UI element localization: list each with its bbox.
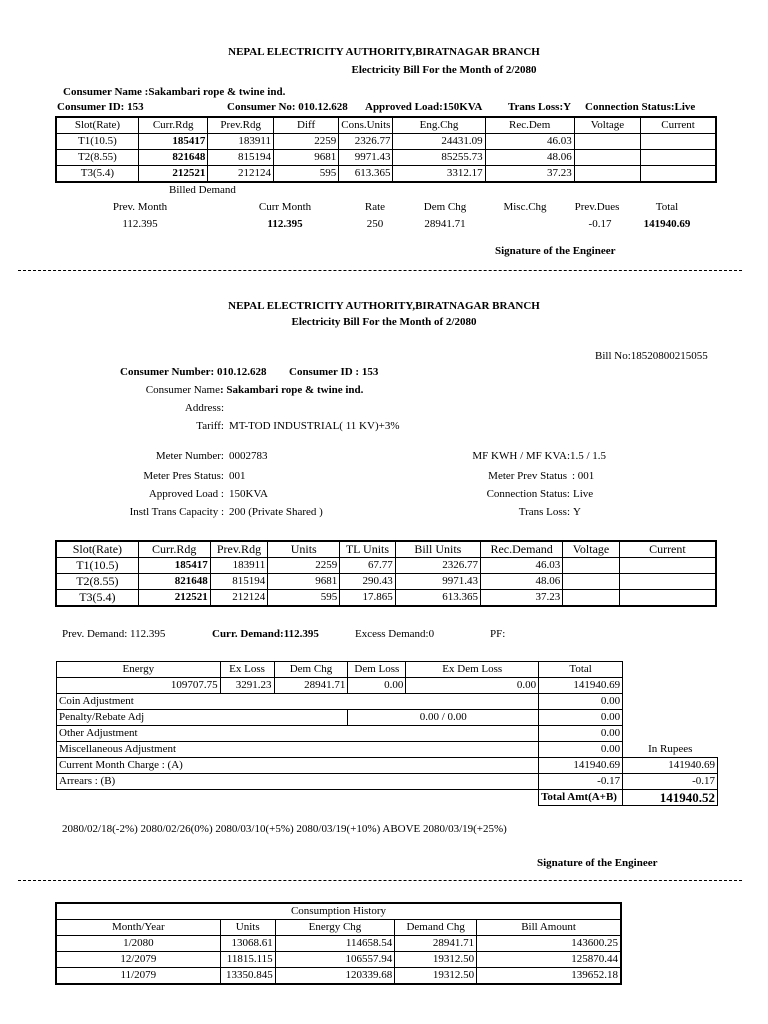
table-row: [56, 166, 716, 183]
header-cell: Prev.Rdg: [210, 541, 268, 558]
header-cell: Rec.Dem: [485, 117, 574, 134]
footer-header-dem-chg: Dem Chg: [423, 201, 467, 213]
voltage-cell: [563, 558, 620, 574]
header-cell: Bill Units: [395, 541, 480, 558]
empty-cell: [57, 790, 539, 806]
power-factor: PF:: [490, 628, 506, 640]
header-cell: Current: [641, 117, 716, 134]
summary-subtitle: Electricity Bill For the Month of 2/2080: [351, 64, 537, 76]
history-title-row: [56, 903, 621, 920]
penalty-value: 0.00: [539, 710, 623, 726]
tl-units-cell: 17.865: [340, 590, 396, 607]
penalty-detail: 0.00 / 0.00: [348, 710, 539, 726]
table-row: [57, 710, 718, 726]
header-cell: Voltage: [563, 541, 620, 558]
footer-header-rate: Rate: [364, 201, 386, 213]
current-cell: [641, 134, 716, 150]
consumer-id: Consumer ID : 153: [289, 366, 379, 378]
trans-loss-label: Trans Loss:: [518, 506, 570, 518]
curr-rdg-cell: 212521: [138, 590, 210, 607]
current-cell: [641, 150, 716, 166]
footer-value-prev-dues: -0.17: [588, 218, 612, 230]
curr-rdg-cell: 821648: [138, 150, 208, 166]
total-amount-label: Total Amt(A+B): [539, 790, 623, 806]
rec-demand-cell: 37.23: [481, 590, 563, 607]
header-cell: Current: [619, 541, 716, 558]
bill-subtitle: Electricity Bill For the Month of 2/2080: [291, 316, 477, 328]
tl-units-cell: 67.77: [340, 558, 396, 574]
dem-chg-value: 28941.71: [274, 678, 348, 694]
current-cell: [619, 558, 716, 574]
summary-signature: Signature of the Engineer: [495, 245, 616, 257]
tariff-value: MT-TOD INDUSTRIAL( 11 KV)+3%: [229, 420, 400, 432]
charges-table: [56, 661, 718, 806]
voltage-cell: [563, 590, 620, 607]
table-row: [57, 742, 718, 758]
current-cell: [619, 590, 716, 607]
header-cell: Bill Amount: [477, 920, 621, 936]
curr-rdg-cell: 185417: [138, 558, 210, 574]
curr-rdg-cell: 821648: [138, 574, 210, 590]
summary-consumer-name: Consumer Name :Sakambari rope & twine ind.: [63, 86, 286, 98]
cons-units-cell: 613.365: [339, 166, 393, 183]
units-cell: 11815.115: [220, 952, 275, 968]
charges-values-row: [57, 678, 718, 694]
header-cell: Units: [220, 920, 275, 936]
header-cell: Eng.Chg: [393, 117, 485, 134]
header-cell: Dem Chg: [274, 662, 348, 678]
cons-units-cell: 2326.77: [339, 134, 393, 150]
cons-units-cell: 9971.43: [339, 150, 393, 166]
header-cell: Total: [539, 662, 623, 678]
connection-status-value: Live: [573, 488, 594, 500]
tl-units-cell: 290.43: [340, 574, 396, 590]
arrears-value: -0.17: [539, 774, 623, 790]
bill-title: NEPAL ELECTRICITY AUTHORITY,BIRATNAGAR BRANCH: [228, 300, 540, 312]
address-label: Address:: [184, 402, 224, 414]
voltage-cell: [574, 150, 640, 166]
ex-dem-loss-value: 0.00: [406, 678, 539, 694]
header-cell: Units: [268, 541, 340, 558]
header-cell: Ex Dem Loss: [406, 662, 539, 678]
header-cell: Slot(Rate): [56, 541, 138, 558]
header-cell: Demand Chg: [395, 920, 477, 936]
current-month-charge-rupees: 141940.69: [623, 758, 718, 774]
bill-units-cell: 613.365: [395, 590, 480, 607]
total-row: [57, 790, 718, 806]
in-rupees-label: In Rupees: [648, 742, 693, 755]
arrears-label: Arrears : (B): [57, 774, 539, 790]
rec-demand-cell: 48.06: [481, 574, 563, 590]
ex-loss-value: 3291.23: [220, 678, 274, 694]
prev-rdg-cell: 183911: [208, 134, 274, 150]
demand-chg-cell: 28941.71: [395, 936, 477, 952]
footer-header-total: Total: [655, 201, 679, 213]
approved-load-value: 150KVA: [229, 488, 268, 500]
table-row: [56, 590, 716, 607]
table-row: [57, 758, 718, 774]
summary-consumer-no: Consumer No: 010.12.628: [227, 101, 348, 113]
empty-cell: [623, 678, 718, 694]
meter-prev-value: : 001: [572, 470, 595, 482]
summary-approved-load: Approved Load:150KVA: [365, 101, 483, 113]
table-row: [56, 150, 716, 166]
rec-dem-cell: 37.23: [485, 166, 574, 183]
units-cell: 595: [268, 590, 340, 607]
table-row: [56, 134, 716, 150]
bill-amount-cell: 143600.25: [477, 936, 621, 952]
cut-line: [18, 270, 742, 271]
meter-number-label: Meter Number:: [155, 450, 224, 462]
footer-header-curr-month: Curr Month: [258, 201, 312, 213]
excess-demand: Excess Demand:0: [355, 628, 435, 640]
units-cell: 13350.845: [220, 968, 275, 985]
eng-chg-cell: 24431.09: [393, 134, 485, 150]
voltage-cell: [574, 134, 640, 150]
instl-trans-label: Instl Trans Capacity :: [129, 506, 224, 518]
table-header-row: [56, 920, 621, 936]
energy-chg-cell: 106557.94: [275, 952, 395, 968]
connection-status-label: Connection Status:: [486, 488, 570, 500]
billed-demand-label: Billed Demand: [169, 184, 236, 196]
demand-chg-cell: 19312.50: [395, 952, 477, 968]
units-cell: 9681: [268, 574, 340, 590]
header-cell: Cons.Units: [339, 117, 393, 134]
header-cell: Dem Loss: [348, 662, 406, 678]
current-month-charge-value: 141940.69: [539, 758, 623, 774]
prev-demand: Prev. Demand: 112.395: [62, 628, 166, 640]
consumption-history-table: [55, 902, 622, 985]
tariff-label: Tariff:: [196, 420, 224, 432]
penalty-label: Penalty/Rebate Adj: [57, 710, 348, 726]
slot-cell: T3(5.4): [56, 590, 138, 607]
rebate-schedule: 2080/02/18(-2%) 2080/02/26(0%) 2080/03/10(+5%) 2080/03/19(+10%) ABOVE 2080/03/19(+25%): [62, 823, 507, 835]
empty-cell: [623, 694, 718, 710]
other-adjustment-label: Other Adjustment: [57, 726, 539, 742]
total-value: 141940.69: [539, 678, 623, 694]
charges-header-row: [57, 662, 718, 678]
slot-cell: T1(10.5): [56, 558, 138, 574]
coin-adjustment-value: 0.00: [539, 694, 623, 710]
curr-rdg-cell: 185417: [138, 134, 208, 150]
bill-units-cell: 2326.77: [395, 558, 480, 574]
meter-pres-label: Meter Pres Status:: [143, 470, 224, 482]
rec-demand-cell: 46.03: [481, 558, 563, 574]
header-cell: Prev.Rdg: [208, 117, 274, 134]
table-row: [56, 574, 716, 590]
instl-trans-value: 200 (Private Shared ): [229, 506, 323, 518]
footer-header-misc-chg: Misc.Chg: [503, 201, 547, 213]
header-cell: Energy Chg: [275, 920, 395, 936]
slot-cell: T2(8.55): [56, 150, 138, 166]
prev-rdg-cell: 212124: [210, 590, 268, 607]
current-cell: [641, 166, 716, 183]
trans-loss-value: Y: [573, 506, 581, 518]
cut-line: [18, 880, 742, 881]
summary-readings-table: [55, 116, 717, 183]
footer-value-curr-month: 112.395: [267, 218, 303, 230]
table-row: [56, 952, 621, 968]
empty-cell: [623, 710, 718, 726]
empty-cell: [623, 662, 718, 678]
summary-title: NEPAL ELECTRICITY AUTHORITY,BIRATNAGAR BRANCH: [228, 46, 540, 58]
rec-dem-cell: 48.06: [485, 150, 574, 166]
history-title: Consumption History: [56, 903, 621, 920]
energy-value: 109707.75: [57, 678, 221, 694]
units-cell: 2259: [268, 558, 340, 574]
energy-chg-cell: 120339.68: [275, 968, 395, 985]
consumer-name-label: Consumer Name: [145, 384, 220, 396]
current-month-charge-label: Current Month Charge : (A): [57, 758, 539, 774]
table-header-row: [56, 541, 716, 558]
dem-loss-value: 0.00: [348, 678, 406, 694]
units-cell: 13068.61: [220, 936, 275, 952]
footer-header-prev-month: Prev. Month: [112, 201, 168, 213]
bill-units-cell: 9971.43: [395, 574, 480, 590]
prev-rdg-cell: 212124: [208, 166, 274, 183]
prev-rdg-cell: 815194: [210, 574, 268, 590]
footer-value-prev-month: 112.395: [122, 218, 158, 230]
slot-cell: T3(5.4): [56, 166, 138, 183]
voltage-cell: [563, 574, 620, 590]
table-header-row: [56, 117, 716, 134]
header-cell: Rec.Demand: [481, 541, 563, 558]
header-cell: Energy: [57, 662, 221, 678]
current-cell: [619, 574, 716, 590]
table-row: [57, 774, 718, 790]
table-row: [56, 558, 716, 574]
demand-chg-cell: 19312.50: [395, 968, 477, 985]
summary-trans-loss: Trans Loss:Y: [508, 101, 572, 113]
bill-signature: Signature of the Engineer: [537, 857, 658, 869]
table-row: [56, 936, 621, 952]
bill-amount-cell: 139652.18: [477, 968, 621, 985]
month-cell: 1/2080: [56, 936, 220, 952]
consumer-number: Consumer Number: 010.12.628: [120, 366, 267, 378]
misc-adjustment-label: Miscellaneous Adjustment: [57, 742, 539, 758]
meter-prev-label: Meter Prev Status: [488, 470, 567, 482]
mf-label: MF KWH / MF KVA:: [472, 450, 570, 462]
table-row: [57, 726, 718, 742]
prev-rdg-cell: 183911: [210, 558, 268, 574]
eng-chg-cell: 85255.73: [393, 150, 485, 166]
summary-consumer-id: Consumer ID: 153: [57, 101, 144, 113]
summary-connection-status: Connection Status:Live: [585, 101, 696, 113]
month-cell: 11/2079: [56, 968, 220, 985]
curr-demand: Curr. Demand:112.395: [212, 628, 319, 640]
diff-cell: 595: [274, 166, 339, 183]
meter-number-value: 0002783: [229, 450, 268, 462]
footer-header-prev-dues: Prev.Dues: [574, 201, 620, 213]
rec-dem-cell: 46.03: [485, 134, 574, 150]
table-row: [56, 968, 621, 985]
bill-readings-table: [55, 540, 717, 607]
meter-pres-value: 001: [229, 470, 246, 482]
header-cell: Curr.Rdg: [138, 541, 210, 558]
other-adjustment-value: 0.00: [539, 726, 623, 742]
curr-rdg-cell: 212521: [138, 166, 208, 183]
voltage-cell: [574, 166, 640, 183]
prev-rdg-cell: 815194: [208, 150, 274, 166]
header-cell: Ex Loss: [220, 662, 274, 678]
header-cell: Diff: [274, 117, 339, 134]
consumer-name-value: : Sakambari rope & twine ind.: [220, 384, 364, 396]
empty-cell: [623, 726, 718, 742]
footer-value-rate: 250: [366, 218, 384, 230]
diff-cell: 2259: [274, 134, 339, 150]
bill-number: Bill No:18520800215055: [595, 350, 708, 362]
approved-load-label: Approved Load :: [148, 488, 224, 500]
month-cell: 12/2079: [56, 952, 220, 968]
slot-cell: T2(8.55): [56, 574, 138, 590]
footer-value-dem-chg: 28941.71: [424, 218, 466, 230]
table-row: [57, 694, 718, 710]
total-amount-value: 141940.52: [623, 790, 718, 806]
energy-chg-cell: 114658.54: [275, 936, 395, 952]
header-cell: Curr.Rdg: [138, 117, 208, 134]
header-cell: Slot(Rate): [56, 117, 138, 134]
mf-value: 1.5 / 1.5: [570, 450, 607, 462]
footer-value-total: 141940.69: [643, 218, 691, 230]
header-cell: Month/Year: [56, 920, 220, 936]
eng-chg-cell: 3312.17: [393, 166, 485, 183]
header-cell: TL Units: [340, 541, 396, 558]
header-cell: Voltage: [574, 117, 640, 134]
slot-cell: T1(10.5): [56, 134, 138, 150]
arrears-rupees: -0.17: [623, 774, 718, 790]
misc-adjustment-value: 0.00: [539, 742, 623, 758]
coin-adjustment-label: Coin Adjustment: [57, 694, 539, 710]
diff-cell: 9681: [274, 150, 339, 166]
bill-amount-cell: 125870.44: [477, 952, 621, 968]
